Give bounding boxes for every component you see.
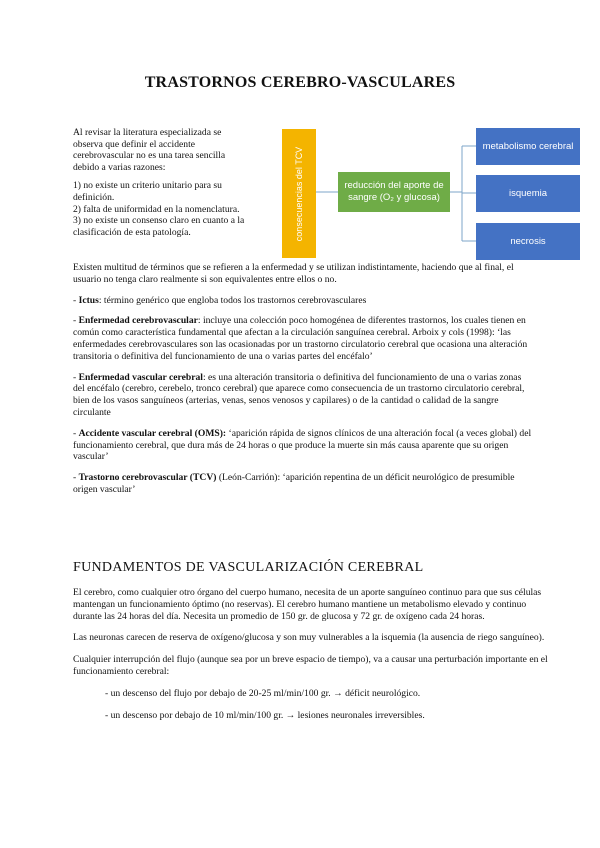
- reason-3: 3) no existe un consenso claro en cuanto a la clasificación de esta patología.: [73, 215, 245, 238]
- paragraph-3: Cualquier interrupción del flujo (aunque sea por un breve espacio de tiempo), va a causar una perturbación importante en el funcionamiento cerebral:: [73, 654, 548, 677]
- vascularization-section: [73, 587, 555, 731]
- consequences-diagram: [282, 126, 592, 261]
- outcome-necrosis-box: necrosis: [476, 223, 580, 260]
- definition-text: ‘aparición rápida de signos clínicos de una alteración focal (a veces global) del funcionamiento cerebral, que dura más de 24 horas o que produce la muerte sin más causa aparente que su origen vascular’: [73, 427, 532, 463]
- definition-item: - Accidente vascular cerebral (OMS): ‘aparición rápida de signos clínicos de una alteración focal (a veces global) del funcionamiento cerebral, que dura más de 24 horas o que produce la muerte sin más causa aparente que su origen vascular’: [73, 427, 532, 463]
- paragraph-2: Las neuronas carecen de reserva de oxígeno/glucosa y son muy vulnerables a la isquemia (la ausencia de riego sanguíneo).: [73, 632, 545, 644]
- definition-term: Enfermedad cerebrovascular: [78, 315, 198, 327]
- definition-item: - Enfermedad vascular cerebral: es una alteración transitoria o definitiva del funcionamiento de una o varias zonas del encéfalo (cerebro, cerebelo, tronco cerebral) que aparece como consecuencia de un trastorno circulatorio cerebral, bien de los vasos sanguíneos (arterias, venas, senos venosos y capilares) o de la cantidad o calidad de la sangre circulante: [73, 371, 525, 418]
- definition-text: : incluye una colección poco homogénea de diferentes trastornos, los cuales tienen en común como característica fundamental que afectan a la circulación sanguínea cerebral. Arboix y cols (1998): ‘las enfermedades cerebrovasculares son las ocasionadas por un trastorno circulatorio cerebral que ocasiona una alteración transitoria o definitiva del funcionamiento de una o varias partes del encéfalo’: [73, 315, 528, 362]
- blood-supply-reduction-box: reducción del aporte de sangre (O₂ y glucosa): [338, 172, 450, 212]
- definitions-section: [73, 262, 533, 505]
- definition-item: - Ictus: término genérico que engloba todos los trastornos cerebrovasculares: [73, 294, 367, 306]
- paragraph-1: El cerebro, como cualquier otro órgano del cuerpo humano, necesita de un aporte sanguíneo continuo para que sus células mantengan un funcionamiento óptimo (no reservas). El cerebro humano mantiene un metabolismo elevado y continuo durante las 24 horas del día. Necesita un promedio de 150 gr. de glucosa y 72 gr. de oxígeno cada 24 horas.: [73, 587, 542, 622]
- reason-1: 1) no existe un criterio unitario para su definición.: [73, 180, 222, 203]
- definition-term: Trastorno cerebrovascular (TCV): [78, 472, 217, 484]
- definition-item: - Trastorno cerebrovascular (TCV) (León-Carrión): ‘aparición repentina de un déficit neurológico de presumible origen vascular’: [73, 472, 515, 495]
- tcv-consequences-label: consecuencias del TCV: [294, 146, 305, 241]
- intro-block: [73, 127, 251, 238]
- definition-term: Accidente vascular cerebral (OMS):: [78, 427, 227, 439]
- definition-term: Ictus: [78, 294, 99, 306]
- definition-term: Enfermedad vascular cerebral: [78, 371, 203, 383]
- definition-text: : término genérico que engloba todos los trastornos cerebrovasculares: [98, 294, 367, 306]
- intro-lead: Al revisar la literatura especializada se observa que definir el accidente cerebrovascular no es una tarea sencilla debido a varias razones:: [73, 127, 226, 173]
- outcome-metabolism-box: metabolismo cerebral: [476, 128, 580, 165]
- definition-text: : es una alteración transitoria o definitiva del funcionamiento de una o varias zonas del encéfalo (cerebro, cerebelo, tronco cerebral) que aparece como consecuencia de un trastorno circulatorio cerebral, bien de los vasos sanguíneos (arterias, venas, senos venosos y capilares) o de la cantidad o calidad de la sangre circulante: [73, 371, 525, 418]
- bullet-item: - un descenso del flujo por debajo de 20-25 ml/min/100 gr. → déficit neurológico.: [105, 687, 421, 699]
- reason-2: 2) falta de uniformidad en la nomenclatura.: [73, 203, 240, 215]
- tcv-consequences-box: [282, 129, 316, 258]
- terms-paragraph: Existen multitud de términos que se refieren a la enfermedad y se utilizan indistintamente, haciendo que al final, el usuario no tenga claro realmente si son equivalentes entre ellos o no.: [73, 262, 514, 285]
- section-heading: FUNDAMENTOS DE VASCULARIZACIÓN CEREBRAL: [73, 560, 424, 575]
- bullet-item: - un descenso por debajo de 10 ml/min/100 gr. → lesiones neuronales irreversibles.: [105, 709, 425, 721]
- definition-item: - Enfermedad cerebrovascular: incluye una colección poco homogénea de diferentes trastornos, los cuales tienen en común como característica fundamental que afectan a la circulación sanguínea cerebral. Arboix y cols (1998): ‘las enfermedades cerebrovasculares son las ocasionadas por un trastorno circulatorio cerebral que ocasiona una alteración transitoria o definitiva del funcionamiento de una o varias partes del encéfalo’: [73, 315, 528, 362]
- page-title: TRASTORNOS CEREBRO-VASCULARES: [144, 74, 456, 91]
- definition-text: (León-Carrión): ‘aparición repentina de un déficit neurológico de presumible origen vascular’: [73, 472, 515, 495]
- outcome-ischemia-box: isquemia: [476, 175, 580, 212]
